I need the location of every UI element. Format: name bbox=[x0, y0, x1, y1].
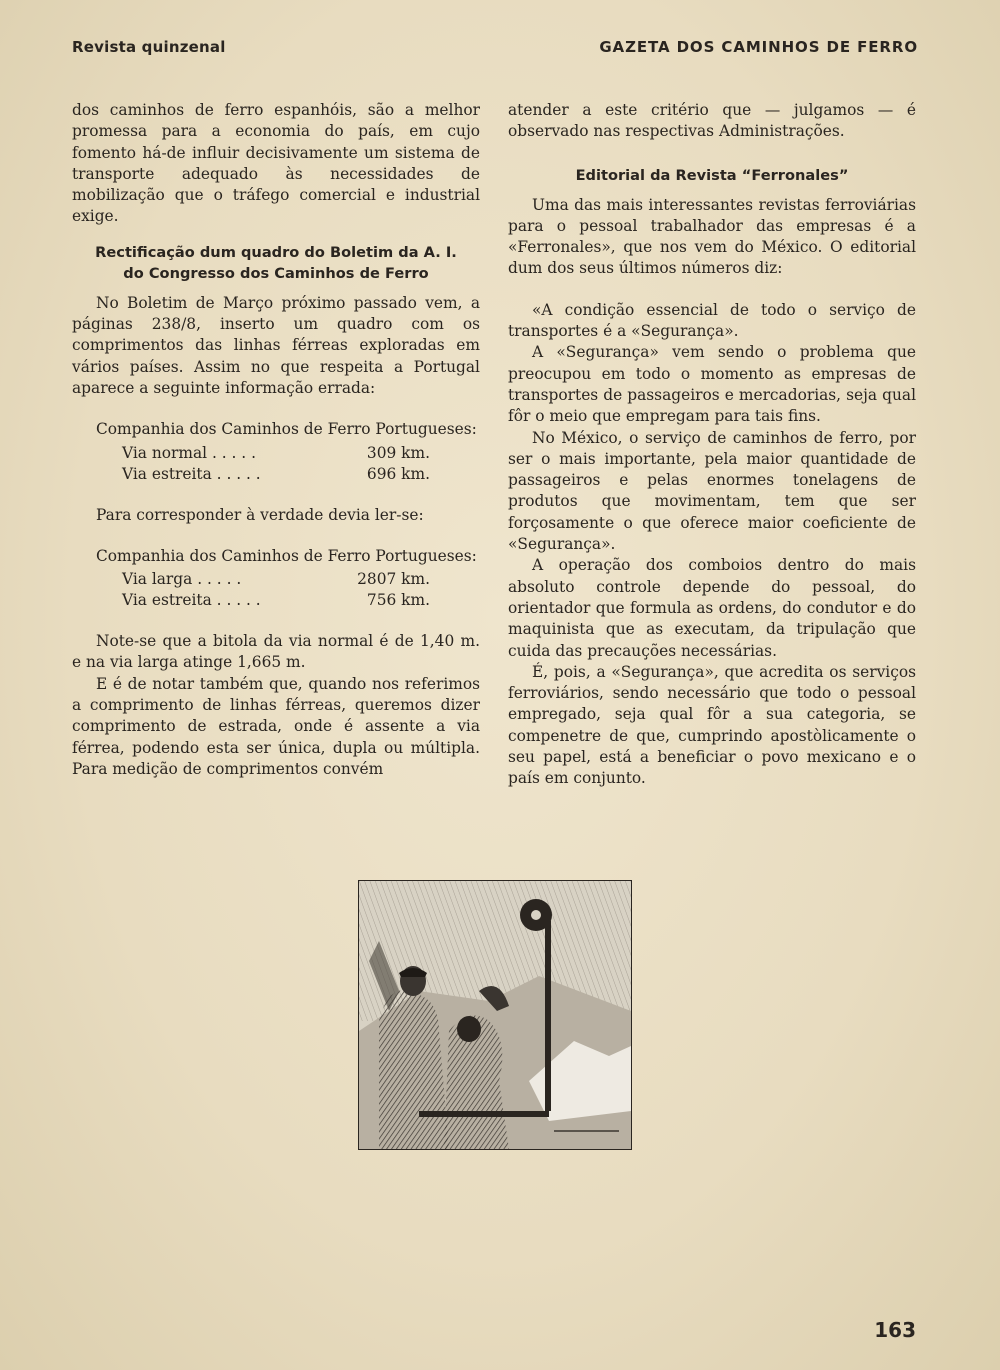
row-value: 2807 km. bbox=[357, 570, 430, 589]
row-label: Via normal . . . . . bbox=[122, 443, 256, 462]
wrong-figures-table bbox=[72, 443, 480, 485]
left-intro-paragraph: dos caminhos de ferro espanhóis, são a melhor promessa para a economia do país, em cujo fomento há-de influir decisivamente um sistema de transporte adequado às necessidades de mobilização que o tráfego comercial e industrial exige. bbox=[72, 101, 480, 226]
conclusion-paragraph: É, pois, a «Segurança», que acredita os serviços ferroviários, sendo necessário que todo o pessoal empregado, seja qual fôr a sua categoria, se compenetre de que, cumprindo apostòlicamente o seu papel, está a beneficiar o povo mexicano e o país em conjunto. bbox=[508, 662, 916, 788]
header-left: Revista quinzenal bbox=[72, 38, 226, 56]
operation-paragraph: A operação dos comboios dentro do mais absoluto controle depende do pessoal, do orientador que formula as ordens, do condutor e do maquinista que as executam, da tripulação que cuida das precauções necessárias. bbox=[508, 556, 916, 660]
table-row bbox=[72, 464, 480, 485]
boletim-paragraph: No Boletim de Março próximo passado vem, a páginas 238/8, inserto um quadro com os comprimentos das linhas férreas exploradas em vários países. Assim no que respeita a Portugal aparece a seguinte informação errada: bbox=[72, 293, 480, 397]
right-column bbox=[508, 100, 916, 790]
row-label: Via estreita . . . . . bbox=[122, 464, 261, 483]
row-value: 309 km. bbox=[366, 443, 430, 462]
left-column bbox=[72, 100, 480, 780]
header-right: GAZETA DOS CAMINHOS DE FERRO bbox=[599, 38, 918, 56]
gauge-note-paragraph: Note-se que a bitola da via normal é de 1,40 m. e na via larga atinge 1,665 m. bbox=[72, 632, 480, 672]
row-label: Via larga . . . . . bbox=[122, 570, 242, 589]
table-row bbox=[72, 443, 480, 464]
rectification-heading-line1: Rectificação dum quadro do Boletim da A. I. bbox=[95, 243, 457, 261]
right-intro-paragraph: atender a este critério que — julgamos — é observado nas respectivas Administrações. bbox=[508, 101, 916, 141]
ferronales-heading: Editorial da Revista “Ferronales” bbox=[575, 166, 849, 184]
company-label-correct: Companhia dos Caminhos de Ferro Portugueses: bbox=[96, 546, 477, 565]
safety-quote-paragraph: «A condição essencial de todo o serviço de transportes é a «Segurança». bbox=[508, 300, 916, 341]
mexico-paragraph: No México, o serviço de caminhos de ferro, por ser o mais importante, pela maior quantidade de passageiros e pelas enormes tonelagens de produtos que movimentam, tem que ser forçosamente o que oferece maior coeficiente de «Segurança». bbox=[508, 428, 916, 554]
correct-figures-table bbox=[72, 569, 480, 611]
row-value: 756 km. bbox=[366, 591, 430, 610]
table-row bbox=[72, 590, 480, 611]
row-label: Via estreita . . . . . bbox=[122, 591, 261, 610]
table-row bbox=[72, 569, 480, 590]
length-note-paragraph: E é de notar também que, quando nos referimos a comprimento de linhas férreas, queremos dizer comprimento de estrada, onde é assente a via férrea, podendo esta ser única, dupla ou múltipla. Para medição de comprimentos convém bbox=[72, 674, 480, 778]
page-number: 163 bbox=[874, 1318, 916, 1342]
row-value: 696 km. bbox=[366, 464, 430, 483]
safety-problem-paragraph: A «Segurança» vem sendo o problema que preocupou em todo o momento as empresas de transportes de passageiros e mercadorias, seja qual fôr o meio que empregam para tais fins. bbox=[508, 343, 916, 426]
company-label-wrong: Companhia dos Caminhos de Ferro Portugueses: bbox=[96, 420, 477, 439]
ferronales-intro-paragraph: Uma das mais interessantes revistas ferroviárias para o pessoal trabalhador das empresas é a «Ferronales», que nos vem do México. O editorial dum dos seus últimos números diz: bbox=[508, 195, 916, 278]
correction-line: Para corresponder à verdade devia ler-se: bbox=[96, 505, 424, 524]
rectification-heading bbox=[72, 242, 480, 284]
railway-signal-workers-illustration bbox=[358, 880, 632, 1150]
rectification-heading-line2: do Congresso dos Caminhos de Ferro bbox=[123, 264, 429, 282]
